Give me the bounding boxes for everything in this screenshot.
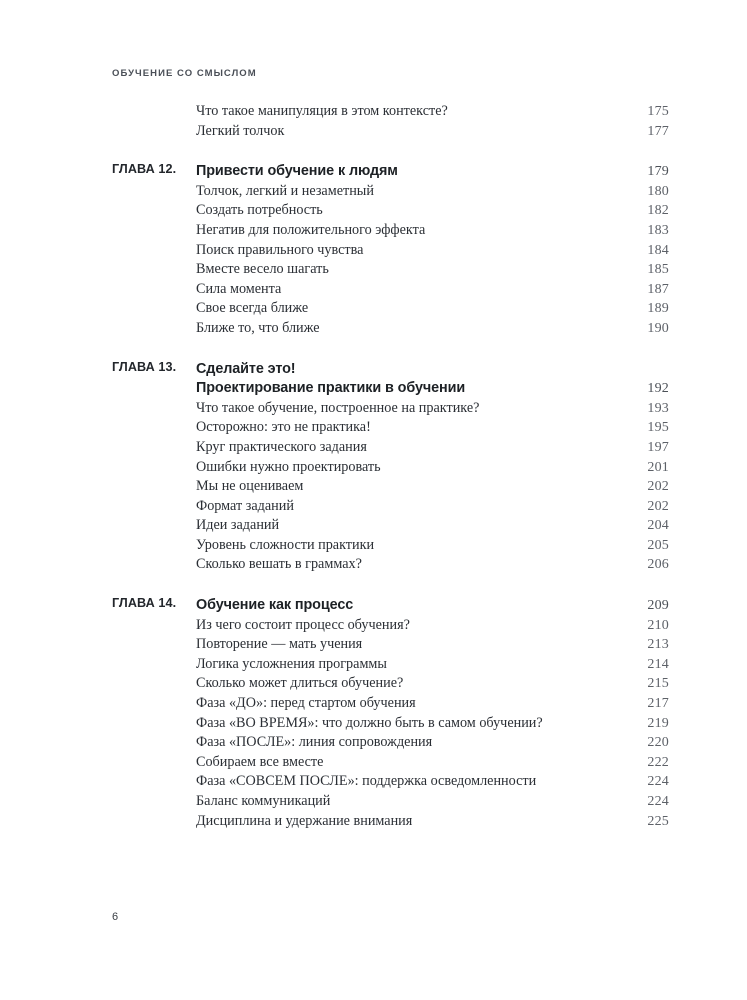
toc-chapter-label: ГЛАВА 12. — [112, 162, 177, 177]
toc-entry-title: Свое всегда ближе — [196, 300, 309, 317]
toc-entry-title: Фаза «ДО»: перед стартом обучения — [196, 695, 416, 712]
toc-entry-title: Привести обучение к людям — [196, 163, 398, 180]
table-of-contents — [112, 102, 669, 831]
toc-entry-row[interactable] — [112, 260, 669, 280]
toc-entry-row[interactable] — [112, 812, 669, 832]
toc-entry-title: Толчок, легкий и незаметный — [196, 182, 374, 199]
toc-entry-title: Мы не оцениваем — [196, 478, 304, 495]
toc-entry-page-number: 224 — [647, 774, 669, 790]
toc-entry-title: Что такое манипуляция в этом контексте? — [196, 103, 448, 119]
toc-entry-page-number: 220 — [647, 735, 669, 751]
toc-chapter-block — [112, 596, 669, 831]
toc-entry-row[interactable] — [112, 241, 669, 261]
toc-chapter-row[interactable] — [112, 596, 669, 616]
toc-entry-row[interactable] — [112, 733, 669, 753]
toc-entry-title: Сколько вешать в граммах? — [196, 556, 362, 573]
toc-entry-title: Негатив для положительного эффекта — [196, 221, 426, 238]
toc-entry-page-number: 184 — [647, 242, 669, 258]
toc-entry-title: Собираем все вместе — [196, 753, 324, 770]
toc-entry-page-number: 180 — [647, 183, 669, 199]
toc-entry-page-number: 175 — [647, 104, 669, 119]
toc-entry-row[interactable] — [112, 616, 669, 636]
toc-entry-title: Сделайте это! — [196, 360, 296, 377]
toc-entry-title: Сила момента — [196, 280, 282, 297]
toc-entry-title: Повторение — мать учения — [196, 636, 363, 653]
toc-entry-page-number: 185 — [647, 262, 669, 278]
toc-entry-page-number: 224 — [647, 794, 669, 809]
toc-entry-page-number: 193 — [647, 400, 669, 416]
toc-entry-title: Из чего состоит процесс обучения? — [196, 616, 410, 633]
toc-entry-row[interactable] — [112, 182, 669, 202]
toc-entry-title: Что такое обучение, построенное на практике? — [196, 399, 480, 416]
toc-entry-page-number: 177 — [647, 123, 669, 139]
toc-entry-row[interactable] — [112, 280, 669, 300]
toc-entry-page-number: 204 — [647, 518, 669, 534]
toc-entry-page-number: 192 — [647, 381, 669, 397]
toc-entry-row[interactable] — [112, 635, 669, 655]
toc-entry-row[interactable] — [112, 714, 669, 734]
toc-entry-page-number: 222 — [647, 754, 669, 770]
toc-entry-row[interactable] — [112, 122, 669, 142]
toc-entry-row[interactable] — [112, 772, 669, 792]
toc-entry-title: Ближе то, что ближе — [196, 319, 320, 336]
toc-entry-page-number: 219 — [647, 715, 669, 731]
toc-entry-title: Создать потребность — [196, 202, 323, 219]
toc-entry-row[interactable] — [112, 516, 669, 536]
toc-chapter-label: ГЛАВА 13. — [112, 359, 177, 374]
toc-entry-row[interactable] — [112, 655, 669, 675]
toc-entry-row[interactable] — [112, 753, 669, 773]
toc-entry-row[interactable] — [112, 536, 669, 556]
toc-entry-title: Баланс коммуникаций — [196, 793, 331, 809]
toc-entry-row[interactable] — [112, 299, 669, 319]
toc-entry-page-number: 201 — [647, 459, 669, 475]
toc-entry-title: Идеи заданий — [196, 517, 280, 534]
toc-entry-page-number: 217 — [647, 696, 669, 712]
toc-entry-page-number: 179 — [647, 164, 669, 180]
toc-entry-row[interactable] — [112, 319, 669, 339]
toc-entry-page-number: 183 — [647, 222, 669, 238]
toc-entry-title: Формат заданий — [196, 497, 294, 514]
toc-chapter-row[interactable] — [112, 379, 669, 399]
toc-chapter-block — [112, 162, 669, 338]
toc-entry-title: Легкий толчок — [196, 122, 285, 139]
toc-entry-page-number: 187 — [647, 281, 669, 297]
toc-entry-title: Фаза «ПОСЛЕ»: линия сопровождения — [196, 734, 433, 751]
toc-entry-page-number: 197 — [647, 439, 669, 455]
toc-entry-page-number: 195 — [647, 420, 669, 436]
toc-entry-page-number: 202 — [647, 498, 669, 514]
toc-entry-title: Осторожно: это не практика! — [196, 419, 371, 436]
toc-chapter-row[interactable] — [112, 360, 669, 380]
toc-entry-page-number: 205 — [647, 537, 669, 553]
toc-entry-row[interactable] — [112, 694, 669, 714]
toc-chapter-row[interactable] — [112, 162, 669, 182]
page-folio-number: 6 — [112, 911, 119, 923]
toc-entry-title: Круг практического задания — [196, 438, 367, 455]
toc-entry-row[interactable] — [112, 418, 669, 438]
toc-entry-page-number: 189 — [647, 301, 669, 317]
toc-entry-title: Проектирование практики в обучении — [196, 380, 466, 397]
running-header: ОБУЧЕНИЕ СО СМЫСЛОМ — [112, 68, 257, 79]
toc-entry-page-number: 225 — [647, 813, 669, 829]
toc-entry-page-number: 182 — [647, 203, 669, 219]
toc-entry-row[interactable] — [112, 458, 669, 478]
toc-entry-title: Обучение как процесс — [196, 597, 354, 614]
toc-entry-row[interactable] — [112, 555, 669, 575]
toc-entry-row[interactable] — [112, 438, 669, 458]
toc-entry-row[interactable] — [112, 477, 669, 497]
toc-entry-page-number: 206 — [647, 557, 669, 573]
toc-entry-row[interactable] — [112, 792, 669, 812]
toc-entry-page-number: 210 — [647, 617, 669, 633]
toc-entry-page-number: 215 — [647, 676, 669, 692]
toc-entry-row[interactable] — [112, 399, 669, 419]
toc-entry-row[interactable] — [112, 674, 669, 694]
toc-entry-title: Фаза «СОВСЕМ ПОСЛЕ»: поддержка осведомленности — [196, 773, 537, 790]
toc-entry-title: Ошибки нужно проектировать — [196, 458, 381, 475]
toc-entry-page-number: 190 — [647, 320, 669, 336]
toc-entry-row[interactable] — [112, 497, 669, 517]
toc-entry-title: Дисциплина и удержание внимания — [196, 812, 413, 829]
toc-entry-page-number: 213 — [647, 637, 669, 653]
toc-chapter-block — [112, 360, 669, 576]
toc-entry-title: Фаза «ВО ВРЕМЯ»: что должно быть в самом обучении? — [196, 714, 543, 731]
toc-entry-page-number: 202 — [647, 479, 669, 495]
toc-chapter-block — [112, 102, 669, 141]
toc-entry-row[interactable] — [112, 221, 669, 241]
toc-entry-page-number: 209 — [647, 598, 669, 614]
toc-entry-title: Вместе весело шагать — [196, 261, 329, 278]
toc-entry-row[interactable] — [112, 102, 669, 122]
toc-entry-title: Поиск правильного чувства — [196, 241, 364, 258]
toc-entry-title: Уровень сложности практики — [196, 536, 375, 553]
toc-entry-page-number: 214 — [647, 656, 669, 672]
toc-chapter-label: ГЛАВА 14. — [112, 596, 177, 611]
toc-entry-title: Сколько может длиться обучение? — [196, 675, 404, 692]
toc-entry-row[interactable] — [112, 201, 669, 221]
toc-entry-title: Логика усложнения программы — [196, 655, 387, 672]
